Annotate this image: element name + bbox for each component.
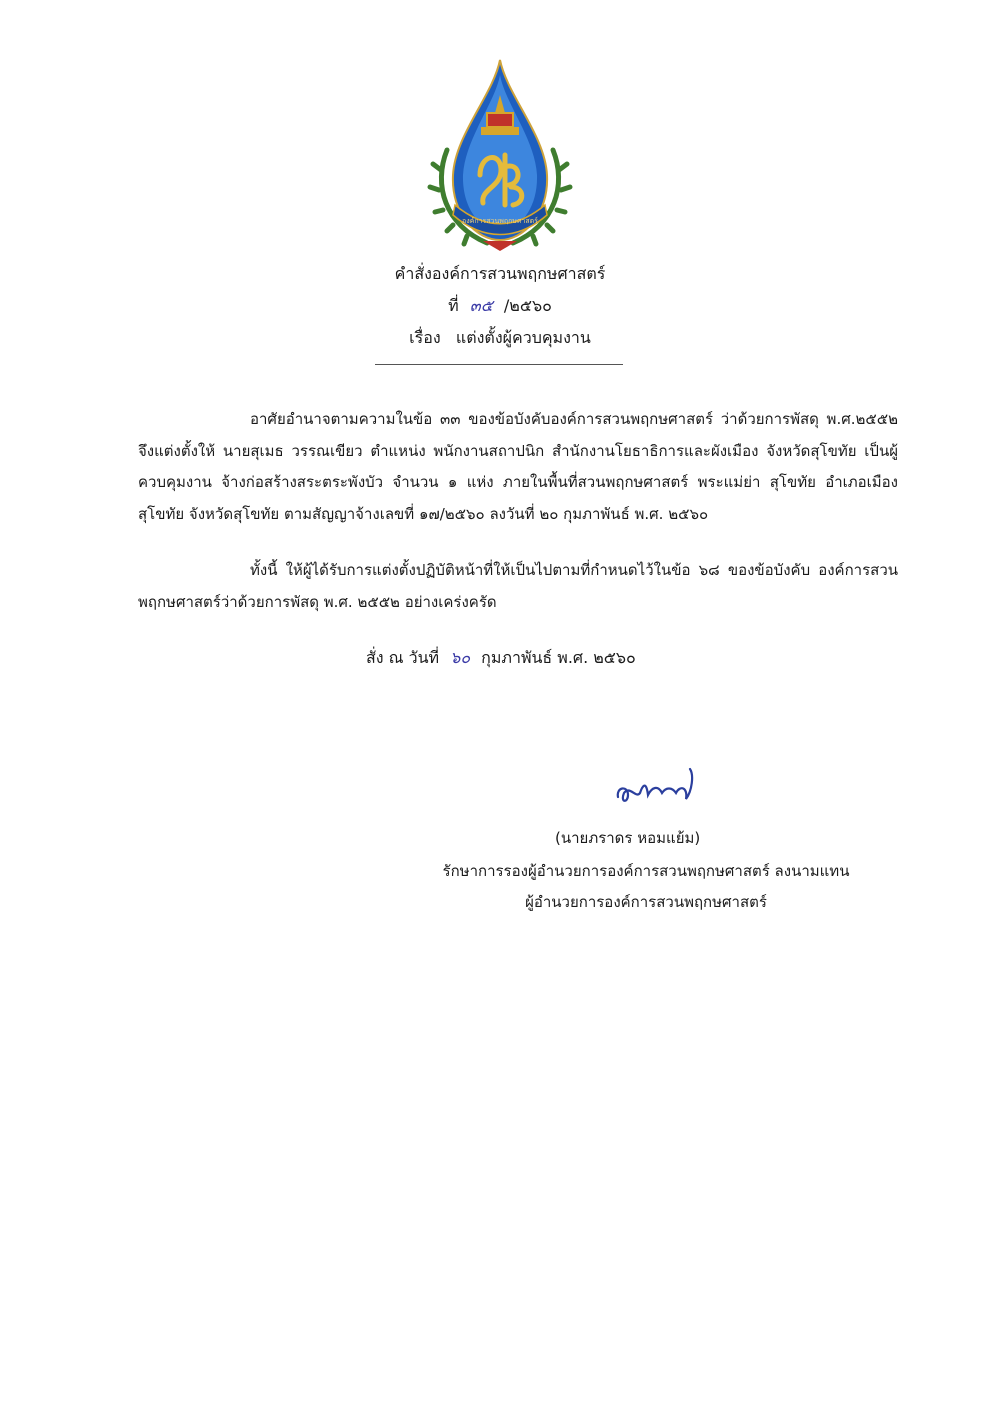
signatory-name: (นายภราดร หอมแย้ม) (555, 829, 701, 847)
emblem-logo (425, 55, 575, 255)
document-subject (0, 326, 1000, 351)
subject-text: แต่งตั้งผู้ควบคุมงาน (455, 328, 591, 347)
order-date (366, 646, 636, 671)
handwritten-day: ๖๐ (450, 648, 471, 667)
number-prefix: ที่ (448, 296, 459, 315)
emblem-banner-text: องค์การสวนพฤกษศาสตร์ (462, 217, 538, 225)
number-suffix: /๒๕๖๐ (503, 296, 552, 315)
document-title: คำสั่งองค์การสวนพฤกษศาสตร์ (394, 264, 606, 283)
handwritten-signature (612, 765, 722, 815)
body-paragraph-1 (138, 404, 898, 530)
body-paragraph-2 (138, 555, 898, 618)
signatory-position-2: ผู้อำนวยการองค์การสวนพฤกษศาสตร์ (525, 893, 767, 911)
date-prefix: สั่ง ณ วันที่ (366, 648, 440, 667)
handwritten-number: ๓๕ (469, 296, 493, 315)
subject-label: เรื่อง (409, 328, 441, 347)
paragraph-1-text: อาศัยอำนาจตามความในข้อ ๓๓ ของข้อบังคับองค์การสวนพฤกษศาสตร์ ว่าด้วยการพัสดุ พ.ศ.๒๕๕๒ จึงแต่งตั้งให้ นายสุเมธ วรรณเขียว ตำแหน่ง พนักงานสถาปนิก สำนักงานโยธาธิการและผังเมือง จังหวัดสุโขทัย เป็นผู้ควบคุมงาน จ้างก่อสร้างสระตระพังบัว จำนวน ๑ แห่ง ภายในพื้นที่สวนพฤกษศาสตร์ พระแม่ย่า สุโขทัย อำเภอเมืองสุโขทัย จังหวัดสุโขทัย ตามสัญญาจ้างเลขที่ ๑๗/๒๕๖๐ ลงวันที่ ๒๐ กุมภาพันธ์ พ.ศ. ๒๕๖๐ (138, 410, 898, 523)
document-number (0, 294, 1000, 319)
paragraph-2-text: ทั้งนี้ ให้ผู้ได้รับการแต่งตั้งปฏิบัติหน้าที่ให้เป็นไปตามที่กำหนดไว้ในข้อ ๖๘ ของข้อบังคับ องค์การสวนพฤกษศาสตร์ว่าด้วยการพัสดุ พ.ศ. ๒๕๕๒ อย่างเคร่งครัด (138, 561, 898, 611)
header-divider (375, 364, 623, 365)
date-rest: กุมภาพันธ์ พ.ศ. ๒๕๖๐ (481, 648, 636, 667)
signatory-position-1: รักษาการรองผู้อำนวยการองค์การสวนพฤกษศาสตร์ ลงนามแทน (442, 862, 850, 880)
